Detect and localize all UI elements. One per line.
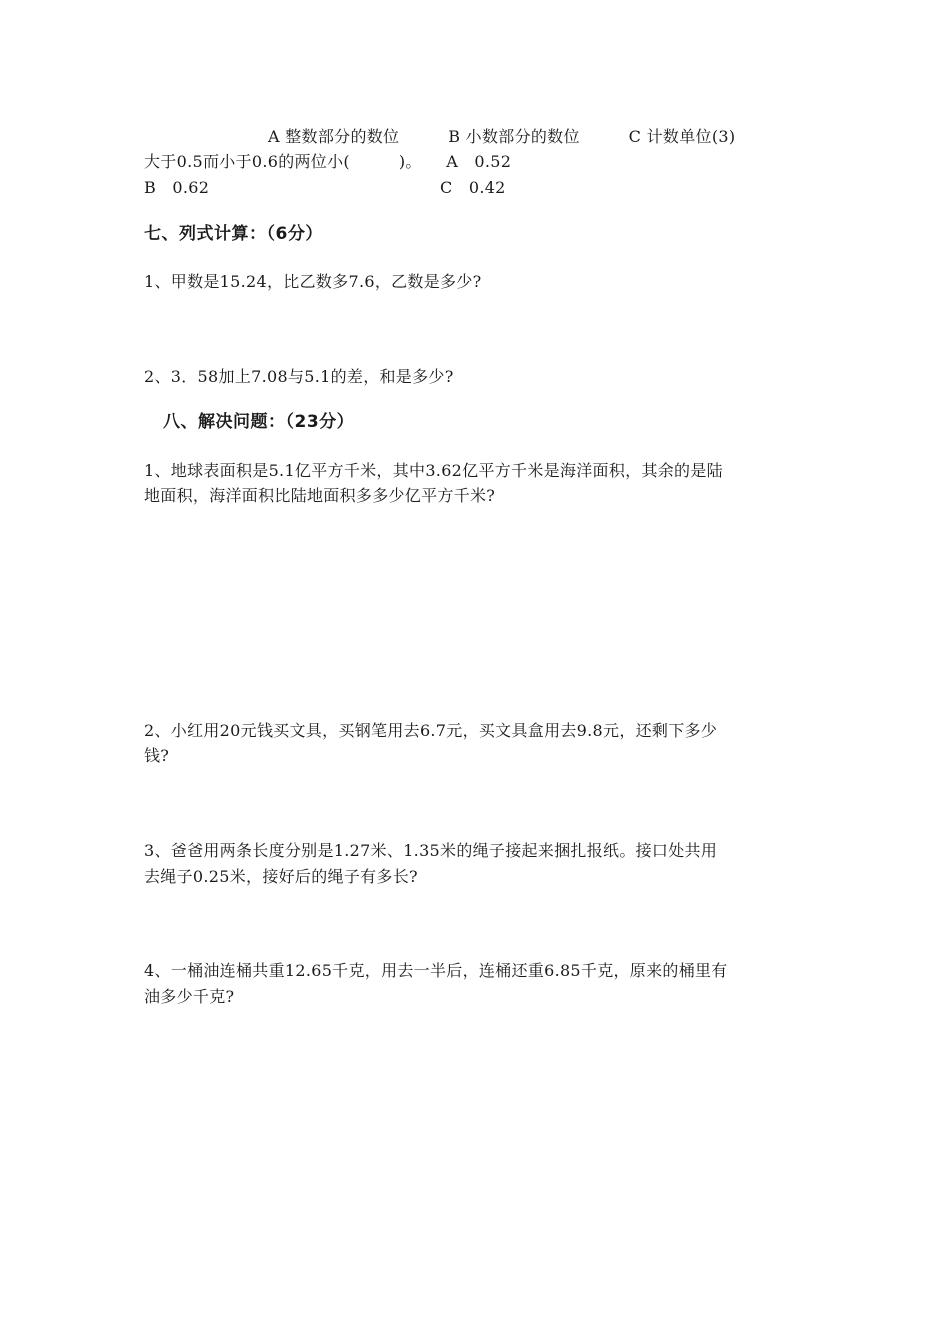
question-3-text: 大于0.5而小于0.6的两位小( )。 A 0.52 — [144, 152, 512, 171]
section-8-question-3-line-2: 去绳子0.25米，接好后的绳子有多长? — [144, 867, 418, 886]
section-8-heading: 八、解决问题：（23分） — [163, 412, 355, 432]
section-8-question-1-line-1: 1、地球表面积是5.1亿平方千米，其中3.62亿平方千米是海洋面积，其余的是陆 — [144, 461, 723, 480]
choice-options-line: A 整数部分的数位 B 小数部分的数位 C 计数单位(3) — [268, 127, 736, 146]
question-3-option-c: C 0.42 — [440, 178, 506, 197]
section-8-question-4-line-2: 油多少千克? — [144, 987, 235, 1006]
section-7-question-1: 1、甲数是15.24，比乙数多7.6，乙数是多少? — [144, 272, 482, 291]
section-8-question-2-line-2: 钱? — [144, 746, 170, 765]
section-8-question-3-line-1: 3、爸爸用两条长度分别是1.27米、1.35米的绳子接起来捆扎报纸。接口处共用 — [144, 841, 718, 860]
section-8-question-1-line-2: 地面积，海洋面积比陆地面积多多少亿平方千米? — [144, 486, 496, 505]
question-3-option-b: B 0.62 — [144, 178, 210, 197]
section-7-heading: 七、列式计算：（6分） — [144, 224, 323, 244]
section-8-question-4-line-1: 4、一桶油连桶共重12.65千克，用去一半后，连桶还重6.85千克，原来的桶里有 — [144, 961, 728, 980]
section-7-question-2: 2、3．58加上7.08与5.1的差，和是多少? — [144, 367, 454, 386]
section-8-question-2-line-1: 2、小红用20元钱买文具，买钢笔用去6.7元，买文具盒用去9.8元，还剩下多少 — [144, 721, 718, 740]
